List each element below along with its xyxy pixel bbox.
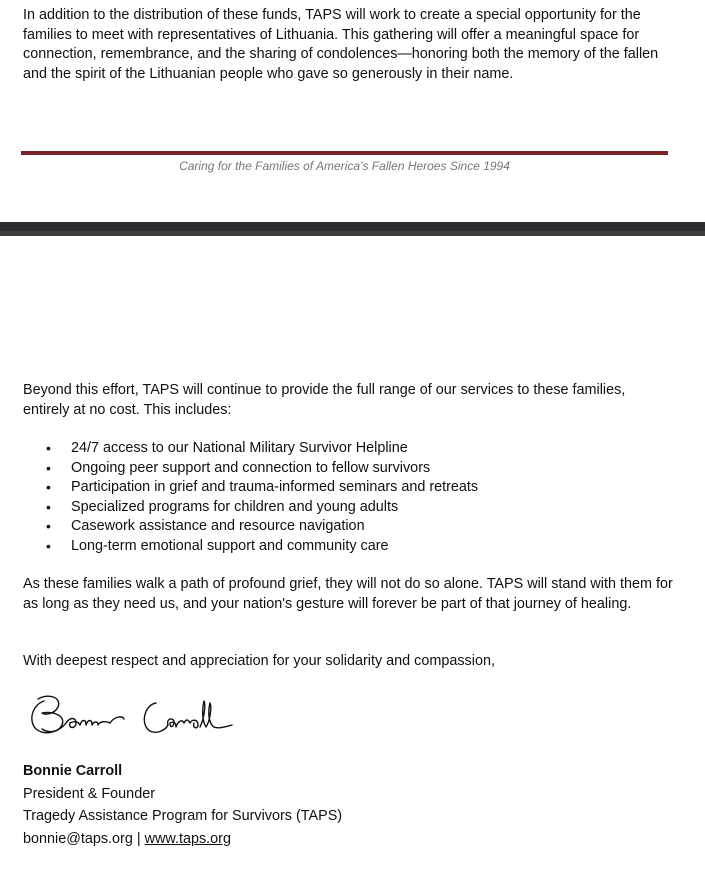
website-link[interactable]: www.taps.org: [144, 830, 231, 847]
contact-separator: |: [132, 830, 145, 847]
list-item: • Participation in grief and trauma-informed seminars and retreats: [23, 478, 673, 498]
bullet-icon: •: [46, 440, 51, 456]
signer-organization: Tragedy Assistance Program for Survivors (TAPS): [23, 808, 343, 824]
services-intro-paragraph: Beyond this effort, TAPS will continue to provide the full range of our services to these families, entirely at no cost. This includes:: [23, 382, 626, 418]
bullet-icon: •: [46, 518, 51, 535]
signer-title: President & Founder: [23, 785, 155, 802]
signature-block: [23, 760, 342, 850]
bullet-icon: •: [46, 537, 51, 554]
funds-paragraph: In addition to the distribution of these funds, TAPS will work to create a special opportunity for the families to meet with representatives of Lithuania. This gathering will offer a meaningful space for connection, remembrance, and the sharing of condolences—honoring both the memory of the fallen and the spirit of the Lithuanian people who gave so generously in their name.: [23, 7, 659, 82]
footer-tagline: Caring for the Families of America’s Fallen Heroes Since 1994: [179, 159, 510, 173]
bullet-icon: •: [46, 498, 51, 515]
signer-name: Bonnie Carroll: [23, 763, 123, 779]
bullet-icon: •: [46, 459, 51, 476]
document-page-top: [0, 0, 705, 222]
list-item: • Ongoing peer support and connection to fellow survivors: [23, 459, 673, 479]
bullet-icon: •: [46, 479, 51, 496]
services-list: [23, 439, 673, 557]
document-page-bottom: [0, 236, 705, 869]
salutation: With deepest respect and appreciation for your solidarity and compassion,: [23, 653, 495, 669]
list-item: • Long-term emotional support and community care: [23, 537, 673, 557]
list-item: • Specialized programs for children and young adults: [23, 498, 673, 518]
list-item: • 24/7 access to our National Military Survivor Helpline: [23, 439, 673, 459]
signer-email[interactable]: bonnie@taps.org: [23, 830, 133, 847]
handwritten-signature: [26, 691, 241, 739]
signer-contact: [23, 828, 342, 851]
footer-rule: [21, 151, 668, 155]
list-item: • Casework assistance and resource navigation: [23, 517, 673, 537]
closing-paragraph: As these families walk a path of profound grief, they will not do so alone. TAPS will stand with them for as long as they need us, and your nation's gesture will forever be part of that journey of healing.: [23, 576, 673, 612]
